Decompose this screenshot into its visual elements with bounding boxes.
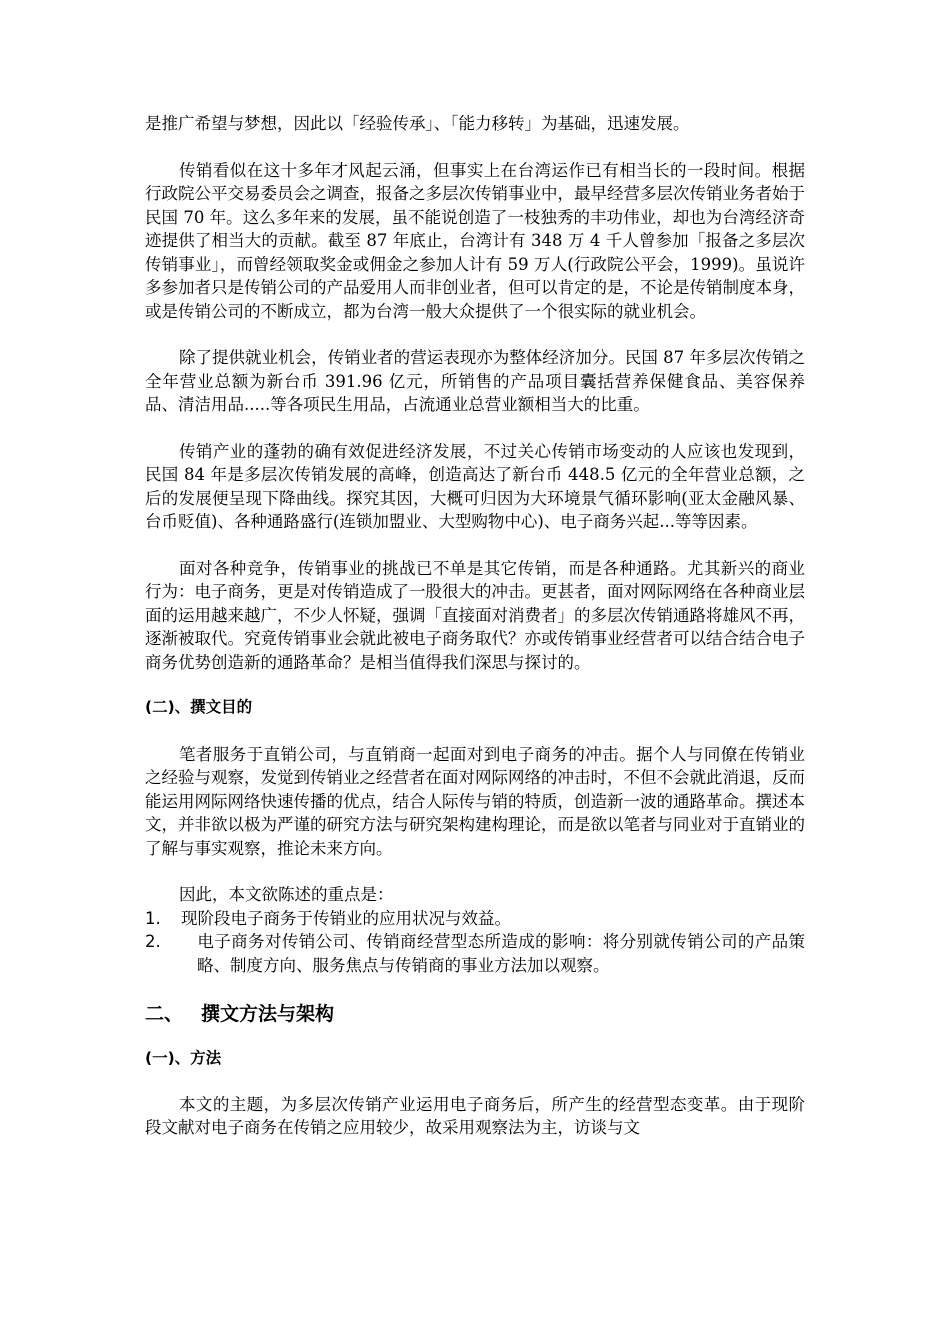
paragraph: 笔者服务于直销公司，与直销商一起面对到电子商务的冲击。据个人与同僚在传销业之经验与观察，发觉到传销业之经营者在面对网际网络的冲击时，不但不会就此消退，反而能运用网际网络快速传播的优点，结合人际传与销的特质，创造新一波的通路革命。撰述本文，并非欲以极为严谨的研究方法与研究架构建构理论，而是欲以笔者与同业对于直销业的了解与事实观察，推论未来方向。	[145, 744, 805, 858]
paragraph: 本文的主题，为多层次传销产业运用电子商务后，所产生的经营型态变革。由于现阶段文献对电子商务在传销之应用较少，故采用观察法为主，访谈与文	[145, 1094, 805, 1137]
paragraph: 是推广希望与梦想，因此以「经验传承」、「能力移转」为基础，迅速发展。	[145, 114, 690, 133]
section-heading-method: (一)、方法	[145, 1049, 222, 1067]
key-points-list	[145, 907, 805, 978]
chapter-title: 撰文方法与架构	[201, 1003, 335, 1025]
list-item	[145, 930, 805, 977]
list-number: 1.	[145, 908, 161, 928]
list-number: 2.	[145, 932, 161, 951]
paragraph: 面对各种竞争，传销事业的挑战已不单是其它传销，而是各种通路。尤其新兴的商业行为：电子商务，更是对传销造成了一股很大的冲击。更甚者，面对网际网络在各种商业层面的运用越来越广，不少人怀疑，强调「直接面对消费者」的多层次传销通路将雄风不再，逐渐被取代。究竟传销事业会就此被电子商务取代？亦或传销事业经营者可以结合结合电子商务优势创造新的通路革命？是相当值得我们深思与探讨的。	[145, 558, 805, 672]
paragraph: 因此，本文欲陈述的重点是：	[179, 885, 394, 904]
document-page	[145, 112, 805, 1140]
paragraph: 传销看似在这十多年才风起云涌，但事实上在台湾运作已有相当长的一段时间。根据行政院公平交易委员会之调查，报备之多层次传销事业中，最早经营多层次传销业务者始于民国 70 年。这么多年来的发展，虽不能说创造了一枝独秀的丰功伟业，却也为台湾经济奇迹提供了相当大的贡献。截至 87 年底止，台湾计有 348 万 4 千人曾参加「报备之多层次传销事业」，而曾经领取奖金或佣金之参加人计有 59 万人(行政院公平会，1999)。虽说许多参加者只是传销公司的产品爱用人而非创业者，但可以肯定的是，不论是传销制度本身，或是传销公司的不断成立，都为台湾一般大众提供了一个很实际的就业机会。	[145, 160, 805, 321]
list-item	[145, 907, 805, 931]
chapter-heading	[145, 1001, 805, 1027]
section-heading-purpose: (二)、撰文目的	[145, 698, 253, 716]
chapter-number: 二、	[145, 1003, 184, 1025]
list-item-text: 现阶段电子商务于传销业的应用状况与效益。	[181, 908, 511, 928]
list-item-text: 电子商务对传销公司、传销商经营型态所造成的影响：将分别就传销公司的产品策略、制度方向、服务焦点与传销商的事业方法加以观察。	[197, 932, 805, 975]
paragraph: 除了提供就业机会，传销业者的营运表现亦为整体经济加分。民国 87 年多层次传销之全年营业总额为新台币 391.96 亿元，所销售的产品项目囊括营养保健食品、美容保养品、清洁用品.....等各项民生用品，占流通业总营业额相当大的比重。	[145, 348, 805, 414]
paragraph: 传销产业的蓬勃的确有效促进经济发展，不过关心传销市场变动的人应该也发现到，民国 84 年是多层次传销发展的高峰，创造高达了新台币 448.5 亿元的全年营业总额，之后的发展便呈现下降曲线。探究其因，大概可归因为大环境景气循环影响(亚太金融风暴、台币贬值)、各种通路盛行(连锁加盟业、大型购物中心)、电子商务兴起...等等因素。	[145, 441, 805, 531]
